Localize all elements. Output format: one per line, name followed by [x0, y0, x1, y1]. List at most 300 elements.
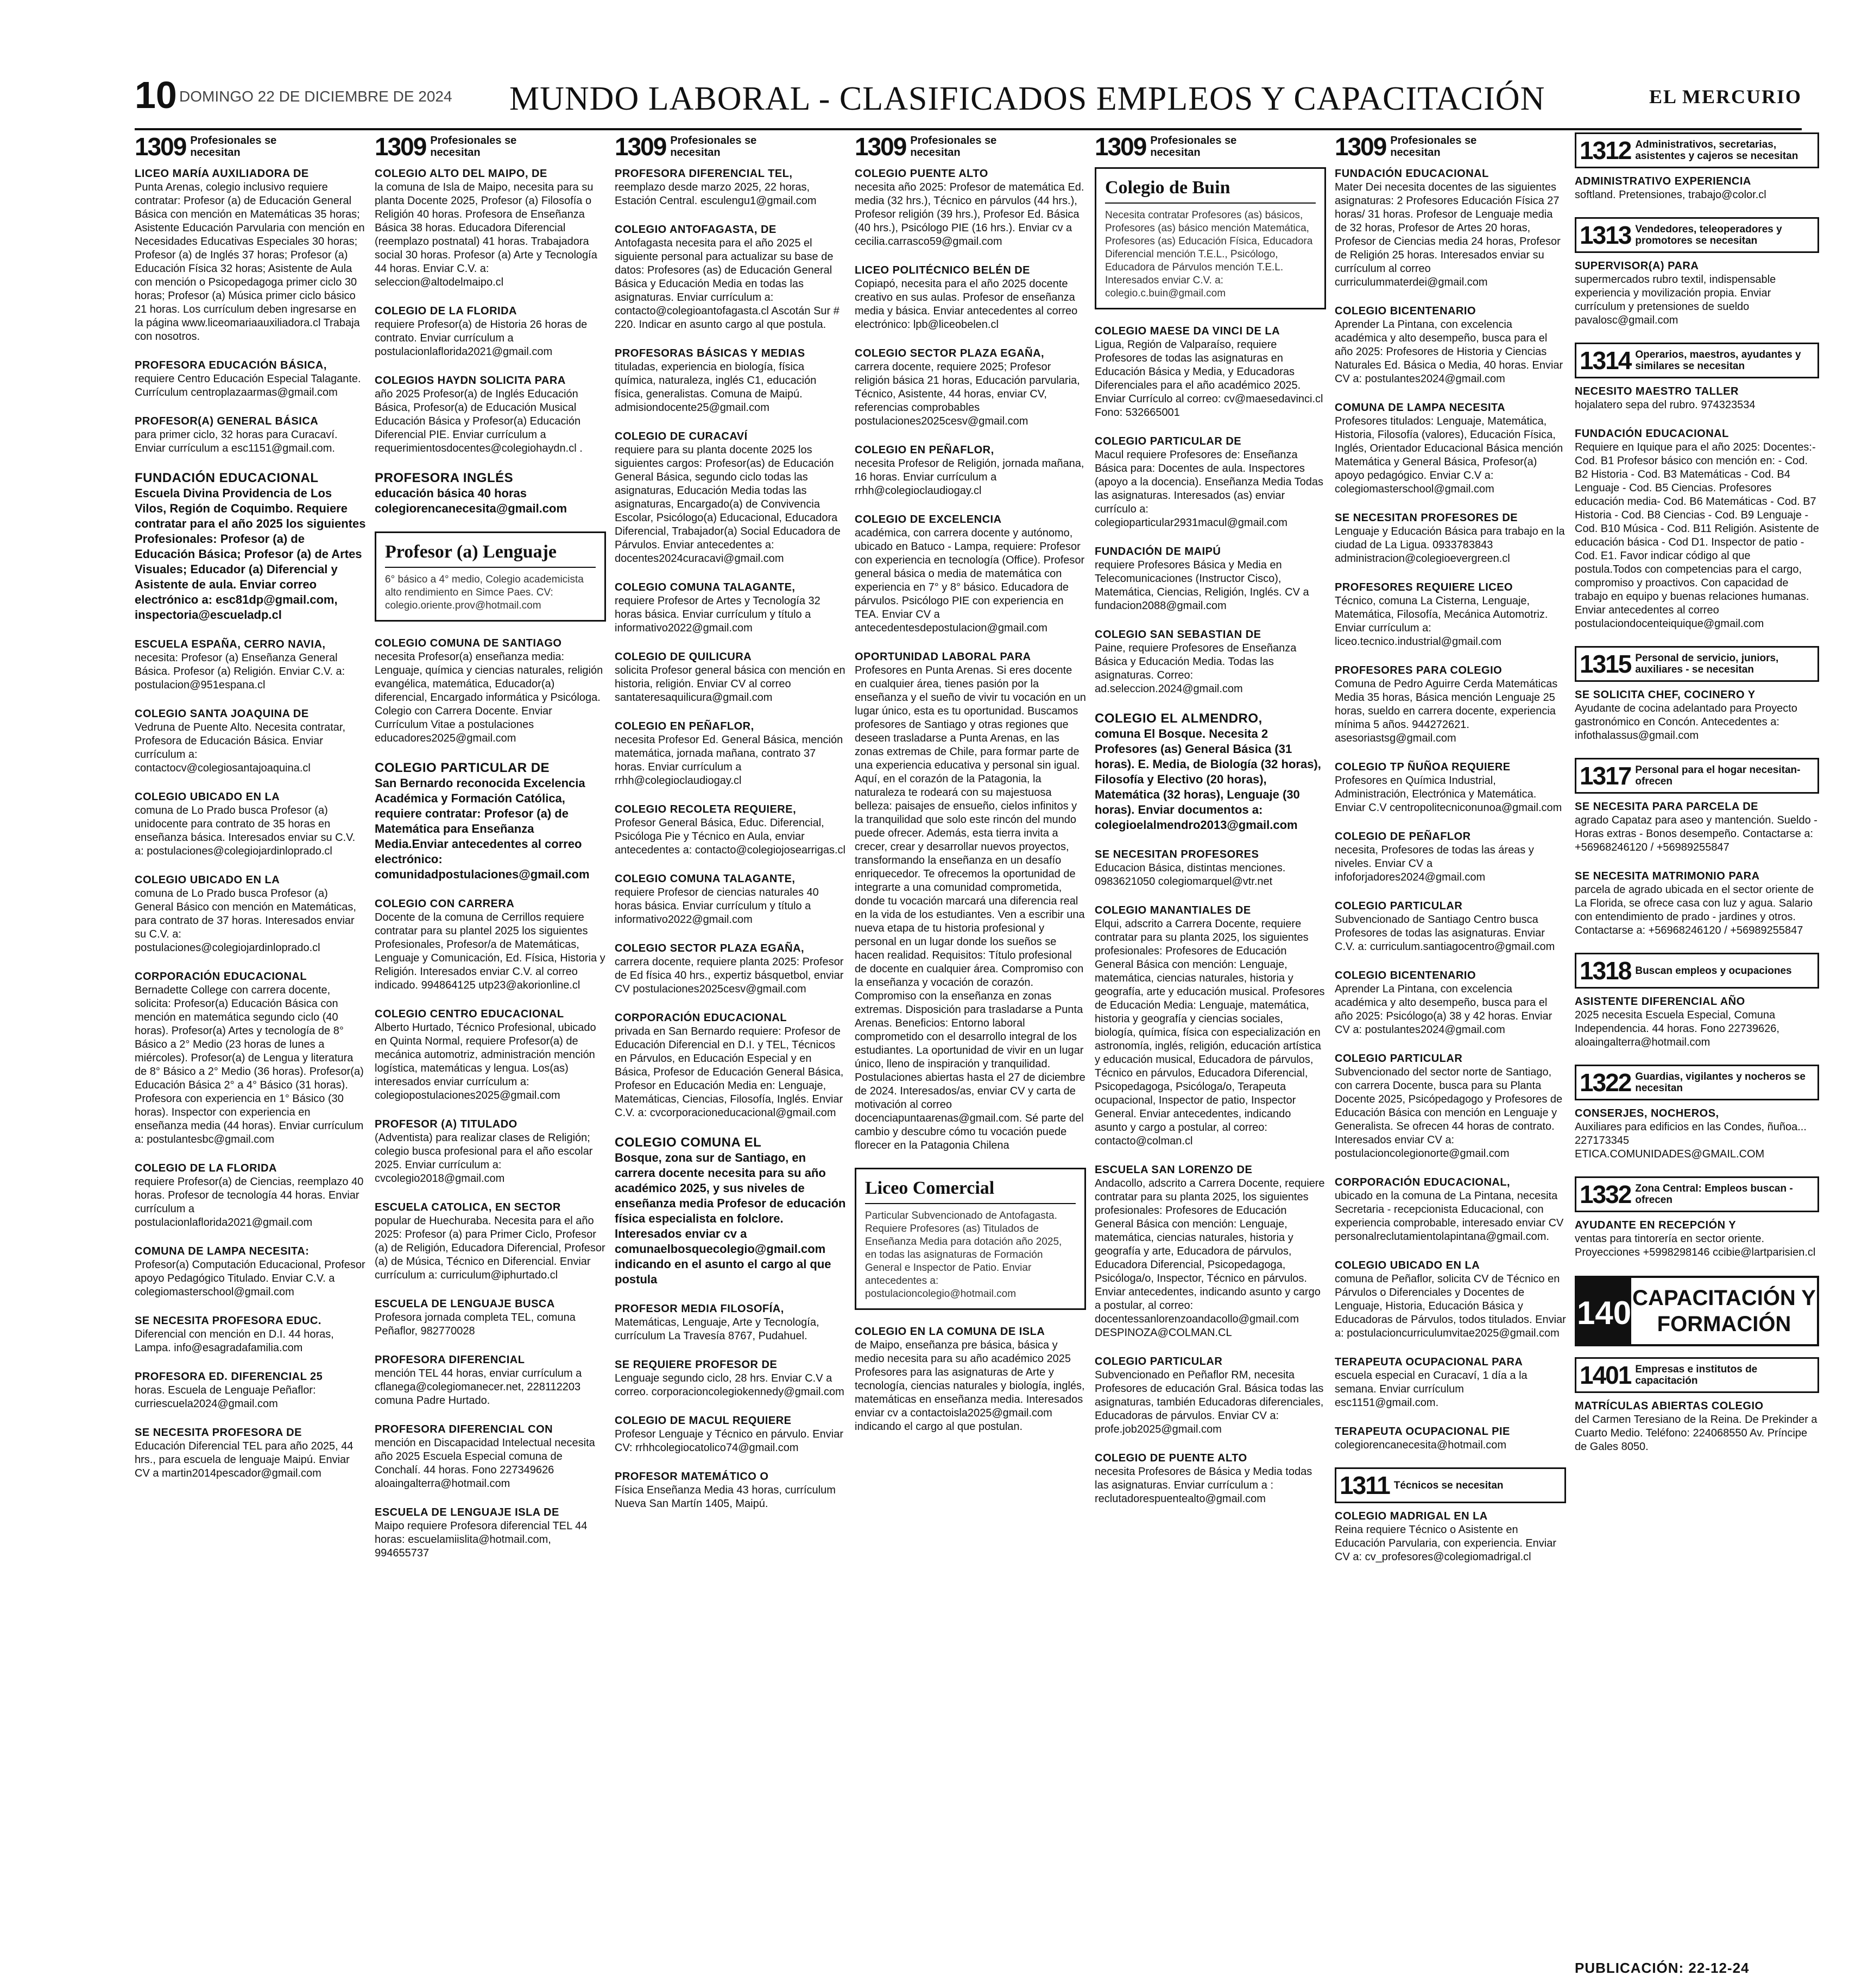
- ad-body: Ayudante de cocina adelantado para Proyecto gastronómico en Concón. Antecedentes a: infothalassus@gmail.com: [1575, 702, 1797, 742]
- ad-body: privada en San Bernardo requiere: Profesor de Educación Diferencial en D.I. y TEL, Técnicos en Párvulos, en Educación Especial y en Básica, Profesor de Educación General Básica, Profesor en Educación Media en: Lenguaje, Matemáticas, Ciencias, Filosofía, Inglés. Enviar C.V. a: cvcorporacioneducacional@gmail.com: [615, 1025, 844, 1119]
- section-title: Buscan empleos y ocupaciones: [1635, 965, 1792, 977]
- ad-body: ubicado en la comuna de La Pintana, necesita Secretaria - recepcionista Educacional, con experiencia comprobable, interesado enviar CV personalreclutamientolapintana@gmail.com.: [1335, 1190, 1564, 1243]
- section-number: 1318: [1580, 957, 1631, 985]
- classified-ad: [375, 305, 606, 359]
- ad-heading: COLEGIO COMUNA EL: [615, 1135, 762, 1150]
- ad-heading: COLEGIO MANANTIALES DE: [1095, 904, 1251, 916]
- ad-heading: ESCUELA DE LENGUAJE BUSCA: [375, 1298, 555, 1310]
- classified-ad: [135, 970, 366, 1147]
- ad-body: Subvencionado en Peñaflor RM, necesita Profesores de educación Gral. Básica todas las asignaturas, también Educadoras diferenciales, Educadoras de párvulos. Enviar CV a: profe.job2025@gmail.com: [1095, 1369, 1324, 1435]
- ad-body: mención en Discapacidad Intelectual necesita año 2025 Escuela Especial comuna de Conchalí. 44 horas. Fono 227349626 aloaingalterra@hotmail.com: [375, 1437, 595, 1490]
- ad-heading: COLEGIO SECTOR PLAZA EGAÑA,: [855, 347, 1045, 359]
- boxed-ad: [1095, 167, 1326, 309]
- classified-ad: [1095, 1355, 1326, 1436]
- classified-ad: [615, 942, 846, 996]
- ad-body: año 2025 Profesor(a) de Inglés Educación Básica, Profesor(a) de Educación Musical Educación Básica y Profesor(a) Educación Diferencial PIE. Enviar currículum a requerimientosdocentes@colegiohaydn.cl .: [375, 388, 583, 454]
- ad-body: Aprender La Pintana, con excelencia académica y alto desempeño, busca para el año 2025: Psicólogo(a) 38 y 42 horas. Enviar CV a: postulantes2024@gmail.com: [1335, 983, 1552, 1036]
- ad-heading: COLEGIO COMUNA TALAGANTE,: [615, 581, 796, 593]
- ad-body: Escuela Divina Providencia de Los Vilos, Región de Coquimbo. Requiere contratar para el año 2025 los siguientes Profesionales: Profesor (a) de Educación Básica; Profesor (a) de Artes Visuales; Educador (a) Diferencial y Asistente de aula. Enviar correo electrónico a: esc81dp@gmail.com, inspectoria@escueladp.cl: [135, 486, 366, 622]
- section-header: [1335, 132, 1566, 161]
- ad-heading: ESCUELA DE LENGUAJE ISLA DE: [375, 1506, 559, 1518]
- ad-heading: COLEGIO DE QUILICURA: [615, 651, 752, 663]
- classified-ad: [135, 707, 366, 775]
- classified-ad: [615, 1011, 846, 1120]
- column-6: [1335, 130, 1566, 1954]
- ad-heading: SE NECESITA PARA PARCELA DE: [1575, 801, 1758, 813]
- ad-heading: SE SOLICITA CHEF, COCINERO Y: [1575, 689, 1756, 701]
- ad-body: Necesita contratar Profesores (as) básicos, Profesores (as) básico mención Matemática, Profesores (as) Educación Física, Educadora Diferencial mención T.E.L., Psicólogo, Educadora de Párvulos mención T.E.L. Interesados enviar C.V. a: colegio.c.buin@gmail.com: [1105, 210, 1313, 299]
- column-2: [375, 130, 606, 1954]
- ad-heading: PROFESORA DIFERENCIAL TEL,: [615, 168, 793, 180]
- ad-body: requiere Centro Educación Especial Talagante. Currículum centroplazaarmas@gmail.com: [135, 373, 361, 398]
- ad-body: Diferencial con mención en D.I. 44 horas, Lampa. info@esagradafamilia.com: [135, 1328, 334, 1354]
- ad-heading: PROFESORA DIFERENCIAL: [375, 1354, 525, 1366]
- ad-heading: FUNDACIÓN EDUCACIONAL: [135, 471, 319, 485]
- ad-body: Reina requiere Técnico o Asistente en Educación Parvularia, con experiencia. Enviar CV a: cv_profesores@colegiomadrigal.cl: [1335, 1524, 1556, 1563]
- ad-body: requiere Profesores Básica y Media en Telecomunicaciones (Instructor Cisco), Matemática, Ciencias, Religión, Inglés. CV a fundacion2088@gmail.com: [1095, 559, 1309, 612]
- classified-ad: [1575, 175, 1819, 202]
- ad-body: requiere para su planta docente 2025 los siguientes cargos: Profesor(as) de Educación General Básica, segundo ciclo todas las asignaturas, Educación Media todas las asignaturas, Encargado(a) de Convivencia Escolar, Psicólogo(a) Educacional, Educadora Diferencial, Trabajador(a) Social Educadora de Párvulos. Enviar antecedentes a: docentes2024curacavi@gmail.com: [615, 444, 841, 565]
- section-title: Técnicos se necesitan: [1393, 1479, 1504, 1491]
- ad-body: 6° básico a 4° medio, Colegio academicista alto rendimiento en Simce Paes. CV: colegio.oriente.prov@hotmail.com: [385, 574, 584, 611]
- classified-ad: [1095, 1452, 1326, 1506]
- classified-ad: [135, 1245, 366, 1299]
- classified-ad: [1335, 305, 1566, 386]
- ad-body: Paine, requiere Profesores de Enseñanza Básica y Educación Media. Todas las asignaturas. Correo: ad.seleccion.2024@gmail.com: [1095, 642, 1297, 695]
- ad-heading: FUNDACIÓN EDUCACIONAL: [1575, 428, 1729, 440]
- ad-heading: SE REQUIERE PROFESOR DE: [615, 1359, 778, 1371]
- column-3: [615, 130, 846, 1954]
- ad-body: parcela de agrado ubicada en el sector oriente de La Florida, se ofrece casa con luz y agua. Salario con entendimiento de prado - jardines y otros. Contactarse a: +56968246120 / +56989255847: [1575, 884, 1814, 936]
- ad-heading: COLEGIO EN LA COMUNA DE ISLA: [855, 1326, 1045, 1338]
- ad-heading: FUNDACIÓN DE MAIPÚ: [1095, 546, 1221, 558]
- classified-ad: [615, 1414, 846, 1455]
- issue-date: DOMINGO 22 DE DICIEMBRE DE 2024: [179, 88, 452, 105]
- classified-ad: [615, 581, 846, 635]
- section-number: 1332: [1580, 1180, 1631, 1208]
- ad-body: Maipo requiere Profesora diferencial TEL 44 horas: escuelamiislita@hotmail.com, 994655737: [375, 1520, 588, 1559]
- ad-body: Profesora jornada completa TEL, comuna Peñaflor, 982770028: [375, 1312, 576, 1337]
- classified-ad: [135, 167, 366, 344]
- ad-heading: COLEGIOS HAYDN SOLICITA PARA: [375, 375, 566, 387]
- section-number: 1400: [1577, 1278, 1631, 1344]
- ad-body: supermercados rubro textil, indispensable experiencia y movilización propia. Enviar currículum y pretensiones de sueldo pavalosc@gmail.com: [1575, 274, 1776, 326]
- classified-ad: [1575, 800, 1819, 854]
- ad-heading: COLEGIO COMUNA TALAGANTE,: [615, 873, 796, 885]
- ad-body: 2025 necesita Escuela Especial, Comuna Independencia. 44 horas. Fono 22739626, aloaingalterra@hotmail.com: [1575, 1009, 1779, 1048]
- column-1: [135, 130, 366, 1954]
- classified-ad: [1575, 688, 1819, 743]
- ad-heading: COLEGIO BICENTENARIO: [1335, 305, 1476, 317]
- ad-body: Requiere en Iquique para el año 2025: Docentes:- Cod. B1 Profesor básico con mención en: - Cod. B2 Historia - Cod. B3 Matemáticas - Cod. B4 Lenguaje - Cod. B5 Ciencias. Profesores educación media- Cod. B6 Matemáticas - Cod. B7 Historia - Cod. B8 Ciencias - Cod. B9 Lenguaje - Cod. B10 Música - Cod. B11 Religión. Asistente de educación básica - Cod D1. Inspector de patio - Cod. E1. Favor indicar código al que postula.Todos con competencias para el cargo, compromiso y proactivos. Con capacidad de trabajo en equipo y buenas relaciones humanas. Enviar antecedentes al correo postulaciondocenteiquique@gmail.com: [1575, 441, 1819, 630]
- ad-body: Docente de la comuna de Cerrillos requiere contratar para su plantel 2025 los siguientes Profesionales, Profesor/a de Matemáticas, Lenguaje y Comunicación, Ed. Física, Historia y Religión. Interesados enviar C.V. al correo indicado. 994864125 utp23@akorionline.cl: [375, 911, 605, 991]
- ad-body: Técnico, comuna La Cisterna, Lenguaje, Matemática, Filosofía, Mecánica Automotriz. Enviar currículum a: liceo.tecnico.industrial@gmail.com: [1335, 595, 1548, 648]
- section-header: [1575, 758, 1819, 794]
- ad-body: requiere Profesor de ciencias naturales 40 horas básica. Enviar currículum y título a informativo2022@gmail.com: [615, 887, 819, 926]
- section-number: 1322: [1580, 1068, 1631, 1097]
- section-header: [1575, 1065, 1819, 1100]
- ad-body: Profesor(a) Computación Educacional, Profesor apoyo Pedagógico Titulado. Enviar C.V. a colegiomasterschool@gmail.com: [135, 1259, 365, 1298]
- ad-heading: COLEGIO DE CURACAVÍ: [615, 430, 748, 442]
- ad-body: requiere Profesor(a) de Ciencias, reemplazo 40 horas. Profesor de tecnología 44 horas. Enviar currículum a postulacionlaflorida2021@gmail.com: [135, 1176, 364, 1229]
- ad-heading: PROFESORES PARA COLEGIO: [1335, 664, 1503, 676]
- ad-heading: ESCUELA SAN LORENZO DE: [1095, 1164, 1253, 1176]
- section-title: Guardias, vigilantes y nocheros se necesitan: [1635, 1071, 1806, 1094]
- classified-ad: [375, 471, 606, 516]
- ad-body: Alberto Hurtado, Técnico Profesional, ubicado en Quinta Normal, requiere Profesor(a) de mecánica automotriz, administración mención logística, matemáticas y lengua. Los(as) interesados enviar currículum a: colegiopostulaciones2025@gmail.com: [375, 1022, 596, 1101]
- classified-ad: [1575, 385, 1819, 412]
- section-title: Profesionales se necesitan: [1150, 135, 1237, 159]
- classified-ad: [1335, 167, 1566, 289]
- section-header: [615, 132, 846, 161]
- ad-body: Bosque, zona sur de Santiago, en carrera docente necesita para su año académico 2025, y sus niveles de enseñanza media Profesor de educación física especialista en folclore. Interesados enviar cv a comunaelbosquecolegio@gmail.com indicando en el asunto el cargo al que postula: [615, 1151, 846, 1286]
- classified-ad: [135, 471, 366, 623]
- ad-heading: Liceo Comercial: [865, 1177, 1076, 1204]
- ad-body: Ligua, Región de Valparaíso, requiere Profesores de todas las asignaturas en Educación Básica y Media, y Educadoras Diferenciales para el año académico 2025. Enviar Currículo al correo: cv@maesedavinci.cl Fono: 532665001: [1095, 339, 1323, 419]
- ad-heading: OPORTUNIDAD LABORAL PARA: [855, 651, 1031, 663]
- section-header: [1575, 1176, 1819, 1212]
- column-4: [855, 130, 1086, 1954]
- ad-body: Lenguaje y Educación Básica para trabajo en la ciudad de La Ligua. 0933783843 administracion@colegioevergreen.cl: [1335, 526, 1565, 565]
- section-header: [1575, 953, 1819, 989]
- ad-heading: COLEGIO PARTICULAR: [1335, 900, 1463, 912]
- section-title: Operarios, maestros, ayudantes y similares se necesitan: [1635, 349, 1801, 372]
- ad-body: Matemáticas, Lenguaje, Arte y Tecnología, currículum La Travesía 8767, Pudahuel.: [615, 1316, 819, 1342]
- ad-heading: CORPORACIÓN EDUCACIONAL: [135, 971, 307, 983]
- newspaper-logo: EL MERCURIO: [1649, 86, 1802, 107]
- ad-body: horas. Escuela de Lenguaje Peñaflor: curriescuela2024@gmail.com: [135, 1384, 316, 1410]
- ad-heading: AYUDANTE EN RECEPCIÓN Y: [1575, 1219, 1737, 1231]
- section-header: [1575, 646, 1819, 682]
- classified-ad: [375, 167, 606, 289]
- classified-ad: [1335, 1176, 1566, 1244]
- ad-heading: COLEGIO CENTRO EDUCACIONAL: [375, 1008, 564, 1020]
- ad-body: comuna de Lo Prado busca Profesor (a) unidocente para contrato de 35 horas en enseñanza básica. Interesados enviar su C.V. a: postulaciones@colegiojardinloprado.cl: [135, 805, 356, 857]
- ad-heading: PROFESORAS BÁSICAS Y MEDIAS: [615, 347, 805, 359]
- ad-heading: PROFESORA EDUCACIÓN BÁSICA,: [135, 359, 327, 371]
- section-title: Profesionales se necesitan: [670, 135, 757, 159]
- classified-ad: [855, 347, 1086, 428]
- training-section-header: [1575, 1276, 1819, 1346]
- ad-heading: SUPERVISOR(A) PARA: [1575, 260, 1699, 272]
- classified-ad: [135, 359, 366, 400]
- classified-ad: [1095, 711, 1326, 833]
- classified-ad: [1335, 1356, 1566, 1410]
- section-title: Personal de servicio, juniors, auxiliares - se necesitan: [1635, 653, 1779, 675]
- ad-heading: COLEGIO BICENTENARIO: [1335, 970, 1476, 982]
- ad-heading: PROFESORES REQUIERE LICEO: [1335, 581, 1513, 593]
- classified-ad: [375, 1008, 606, 1103]
- ad-body: Profesores en Química Industrial, Administración, Electrónica y Matemática. Enviar C.V centropolitecniconunoa@gmail.com: [1335, 775, 1562, 814]
- ad-body: Bernadette College con carrera docente, solicita: Profesor(a) Educación Básica con mención en matemática segundo ciclo (40 horas). Profesor(a) Artes y tecnología de 8° Básico a 2° Medio (23 horas de lunes a miércoles). Profesor(a) de Lengua y literatura de 8° Básico a 2° Medio (36 horas). Profesor(a) Educación Básica 2° a 4° Básico (31 horas). Profesora con experiencia en 1° Básico (30 horas). Inspector con experiencia en enseñanza media (44 horas). Enviar currículum a: postulantesbc@gmail.com: [135, 984, 364, 1145]
- section-header: [1575, 217, 1819, 253]
- ad-heading: COLEGIO SANTA JOAQUINA DE: [135, 708, 309, 720]
- classified-ad: [375, 897, 606, 992]
- ad-body: Profesores en Punta Arenas. Si eres docente en cualquier área, tienes pasión por la enseñanza y el sueño de vivir tu vocación en un lugar único, esta es tu oportunidad. Buscamos profesores de Santiago y otras regiones que deseen trasladarse a Punta Arenas, en las zonas extremas de Chile, para formar parte de una experiencia educativa y personal sin igual. Aquí, en el corazón de la Patagonia, la naturaleza te rodeará con su majestuosa belleza: paisajes de ensueño, cielos infinitos y la tranquilidad que solo este rincón del mundo puede ofrecer. Además, esta tierra invita a crecer, crear y desarrollar nuevos proyectos, transformando la enseñanza en un desafío enriquecedor. Te ofrecemos la oportunidad de integrarte a una comunidad comprometida, donde tu vocación marcará una diferencia real en la vida de los estudiantes. Ven a escribir una nueva etapa de tu historia profesional y personal en un lugar donde los sueños se hacen realidad. Requisitos: Título profesional de docente en cualquier área. Compromiso con la enseñanza y vocación de corazón. Compromiso con la enseñanza en zonas extremas. Disposición para trasladarse a Punta Arenas. Beneficios: Entorno laboral comprometido con el desarrollo integral de los estudiantes. La oportunidad de vivir en un lugar único, lleno de inspiración y tranquilidad. Postulaciones abiertas hasta el 27 de diciembre de 2024. Interesados/as, enviar CV y carta de motivación al correo docenciapuntaarenas@gmail.com. Sé parte del cambio y descubre cómo tu vocación puede florecer en la Patagonia Chilena: [855, 664, 1086, 1151]
- classified-ad: [1335, 1425, 1566, 1452]
- classified-ad: [615, 223, 846, 332]
- section-number: 1309: [135, 132, 186, 161]
- classified-ad: [1575, 427, 1819, 631]
- classified-ad: [1095, 1163, 1326, 1340]
- ad-body: Antofagasta necesita para el año 2025 el siguiente personal para actualizar su base de datos: Profesores (as) de Educación General Básica y Educación Media en todas las asignaturas. Enviar currículum a: contacto@colegioantofagasta.cl Ascotán Sur # 220. Indicar en asunto cargo al que postula.: [615, 237, 840, 331]
- ad-heading: COLEGIO ANTOFAGASTA, DE: [615, 224, 777, 236]
- ad-heading: COLEGIO DE MACUL REQUIERE: [615, 1415, 792, 1427]
- ad-body: Profesor Lenguaje y Técnico en párvulo. Enviar CV: rrhhcolegiocatolico74@gmail.com: [615, 1428, 843, 1454]
- classified-ad: [1335, 900, 1566, 954]
- section-number: 1309: [855, 132, 906, 161]
- section-number: 1309: [1095, 132, 1146, 161]
- classified-ad: [1335, 664, 1566, 745]
- classified-ad: [615, 1135, 846, 1287]
- ad-heading: COLEGIO PARTICULAR DE: [375, 761, 550, 775]
- ad-heading: PROFESOR(A) GENERAL BÁSICA: [135, 415, 319, 427]
- ad-heading: PROFESOR MEDIA FILOSOFÍA,: [615, 1303, 784, 1315]
- ad-body: necesita Profesores de Básica y Media todas las asignaturas. Enviar currículum a : reclutadorespuentealto@gmail.com: [1095, 1466, 1312, 1505]
- ad-body: para primer ciclo, 32 horas para Curacaví. Enviar currículum a esc1151@gmail.com.: [135, 429, 338, 454]
- ad-heading: SE NECESITAN PROFESORES DE: [1335, 512, 1518, 524]
- ad-heading: COLEGIO SECTOR PLAZA EGAÑA,: [615, 942, 805, 954]
- ad-heading: COLEGIO TP ÑUÑOA REQUIERE: [1335, 761, 1511, 773]
- classified-ad: [375, 1353, 606, 1408]
- ad-heading: TERAPEUTA OCUPACIONAL PIE: [1335, 1426, 1510, 1438]
- ad-body: Educación Diferencial TEL para año 2025, 44 hrs., para escuela de lenguaje Maipú. Enviar CV a martin2014pescador@gmail.com: [135, 1440, 354, 1479]
- ad-heading: COLEGIO UBICADO EN LA: [135, 874, 280, 886]
- publication-date: PUBLICACIÓN: 22-12-24: [1575, 1960, 1750, 1976]
- classified-ad: [1095, 325, 1326, 420]
- ad-heading: COMUNA DE LAMPA NECESITA: [1335, 402, 1506, 414]
- ad-body: tituladas, experiencia en biología, física química, naturaleza, inglés C1, educación física, generalistas. Comuna de Maipú. admisiondocente25@gmail.com: [615, 361, 817, 414]
- classified-ad: [375, 1297, 606, 1338]
- classified-ad: [1335, 830, 1566, 884]
- ad-body: Elqui, adscrito a Carrera Docente, requiere contratar para su planta 2025, los siguientes profesionales: Profesores de Educación General Básica con mención: Lenguaje, matemática, ciencias naturales, historia y geografía, arte y educación musical. Profesores de Educación Media: Lenguaje, matemática, historia y geografía y ciencias sociales, biología, química, física con especialización en astronomía, inglés, religión, educación artística y educación musical, Educadora de párvulos, Técnico en párvulos, Educadora Diferencial, Psicopedagoga, Psicóloga/o, Terapeuta ocupacional, Inspector de patio, Inspector General. Enviar antecedentes, indicando asunto y cargo a postular, al correo: contacto@colman.cl: [1095, 918, 1325, 1147]
- ad-heading: Colegio de Buin: [1105, 176, 1316, 204]
- ad-body: del Carmen Teresiano de la Reina. De Prekinder a Cuarto Medio. Teléfono: 224068550 Av. Príncipe de Gales 8050.: [1575, 1414, 1817, 1453]
- ad-heading: SE NECESITA PROFESORA DE: [135, 1427, 302, 1439]
- section-header: [1575, 343, 1819, 378]
- ad-heading: NECESITO MAESTRO TALLER: [1575, 385, 1739, 397]
- section-title: Personal para el hogar necesitan-ofrecen: [1635, 764, 1801, 787]
- ad-heading: SE NECESITA MATRIMONIO PARA: [1575, 870, 1760, 882]
- ad-body: necesita año 2025: Profesor de matemática Ed. media (32 hrs.), Técnico en párvulos (44 hrs.), Profesor religión (39 hrs.), Profesor Ed. Básica (40 hrs.), Psicólogo PIE (16 hrs.). Enviar cv a cecilia.carrasco59@gmail.com: [855, 181, 1084, 248]
- ad-heading: Profesor (a) Lenguaje: [385, 541, 596, 568]
- ad-body: Educacion Básica, distintas menciones. 0983621050 colegiomarquel@vtr.net: [1095, 862, 1286, 888]
- ad-heading: COLEGIO DE EXCELENCIA: [855, 514, 1002, 526]
- section-title: Administrativos, secretarias, asistentes y cajeros se necesitan: [1635, 139, 1798, 162]
- classified-ad: [1335, 1510, 1566, 1564]
- ad-heading: COLEGIO EN PEÑAFLOR,: [615, 720, 754, 732]
- ad-heading: ASISTENTE DIFERENCIAL AÑO: [1575, 996, 1745, 1008]
- section-title: CAPACITACIÓN Y FORMACIÓN: [1632, 1286, 1816, 1336]
- ad-heading: LICEO POLITÉCNICO BELÉN DE: [855, 264, 1031, 276]
- classified-ad: [615, 347, 846, 415]
- ad-body: Punta Arenas, colegio inclusivo requiere contratar: Profesor (a) de Educación General Básica con mención en Matemáticas 35 horas; Asistente Educación Parvularia con mención en Necesidades Educativas Especiales 30 horas; Profesor (a) de Inglés 37 horas; Profesor (a) Educación Física 32 horas; Asistente de Aula con mención o Psicopedagoga primer ciclo 30 horas; Profesor (a) Música primer ciclo básico 21 horas. Los currículum deben ingresarse en la página www.liceomariaauxiliadora.cl Trabaja con nosotros.: [135, 181, 365, 343]
- ad-body: Auxiliares para edificios en las Condes, ñuñoa... 227173345 ETICA.COMUNIDADES@GMAIL.COM: [1575, 1121, 1807, 1160]
- classified-ad: [135, 1370, 366, 1411]
- ad-body: softland. Pretensiones, trabajo@color.cl: [1575, 189, 1766, 201]
- section-title: Profesionales se necesitan: [910, 135, 997, 159]
- classified-ad: [135, 873, 366, 955]
- ad-body: Subvencionado de Santiago Centro busca Profesores de todas las asignaturas. Enviar C.V. a: curriculum.santiagocentro@gmail.com: [1335, 914, 1555, 953]
- ad-heading: COLEGIO EN PEÑAFLOR,: [855, 444, 994, 456]
- classified-ad: [375, 1423, 606, 1491]
- page-header: [135, 71, 1802, 130]
- section-number: 1401: [1580, 1361, 1631, 1389]
- classified-ad: [375, 1118, 606, 1186]
- section-number: 1311: [1340, 1471, 1390, 1499]
- ad-body: agrado Capataz para aseo y mantención. Sueldo - Horas extras - Bonos desempeño. Contactarse a: +56968246120 / +56989255847: [1575, 814, 1817, 853]
- ad-heading: LICEO MARÍA AUXILIADORA DE: [135, 168, 309, 180]
- ad-body: Física Enseñanza Media 43 horas, currículum Nueva San Martín 1405, Maipú.: [615, 1484, 836, 1510]
- ad-heading: ADMINISTRATIVO EXPERIENCIA: [1575, 175, 1751, 187]
- section-title: Profesionales se necesitan: [1390, 135, 1477, 159]
- section-header: [1095, 132, 1326, 161]
- ad-heading: ESCUELA ESPAÑA, CERRO NAVIA,: [135, 638, 326, 650]
- ad-body: Lenguaje segundo ciclo, 28 hrs. Enviar C.V a correo. corporacioncolegiokennedy@gmail.com: [615, 1372, 844, 1398]
- ad-body: Mater Dei necesita docentes de las siguientes asignaturas: 2 Profesores Educación Física 27 horas/ 31 horas. Profesor de Lenguaje media de 32 horas, Profesor de Artes 20 horas, Profesor de Ciencias media 24 horas, Profesor de Religión 25 horas. Interesados enviar su currículum al correo curriculummaterdei@gmail.com: [1335, 181, 1561, 288]
- classified-ad: [855, 167, 1086, 249]
- ad-body: comuna de Peñaflor, solicita CV de Técnico en Párvulos o Diferenciales y Docentes de Lenguaje, Historia, Educación Básica y Educadoras de Párvulos, todos titulados. Enviar a: postulacioncurriculumvitae2025@gmail.com: [1335, 1273, 1566, 1339]
- classified-ad: [1575, 259, 1819, 327]
- classified-ad: [615, 872, 846, 927]
- section-number: 1315: [1580, 650, 1631, 678]
- classified-ad: [375, 1201, 606, 1282]
- ad-heading: COLEGIO DE PUENTE ALTO: [1095, 1452, 1247, 1464]
- section-number: 1312: [1580, 136, 1631, 164]
- ad-body: requiere Profesor de Artes y Tecnología 32 horas básica. Enviar currículum y título a informativo2022@gmail.com: [615, 595, 820, 634]
- ad-body: Andacollo, adscrito a Carrera Docente, requiere contratar para su planta 2025, los siguientes profesionales: Profesores de Educación General Básica con mención: Lenguaje, matemática, ciencias naturales, historia y geografía y arte, Educadora de párvulos, Educadora Diferencial, Psicopedagoga, Psicóloga/o, Inspector, Técnico en párvulos. Enviar antecedentes, indicando asunto y cargo a postular, al correo: docentessanlorenzoandacollo@gmail.com DESPINOZA@COLMAN.CL: [1095, 1177, 1325, 1339]
- classified-ad: [1575, 870, 1819, 938]
- classified-ad: [1095, 848, 1326, 889]
- ad-body: ventas para tintorería en sector oriente. Proyecciones +5998298146 ccibie@lartparisien.cl: [1575, 1233, 1816, 1258]
- section-header: [1575, 132, 1819, 168]
- ad-body: escuela especial en Curacaví, 1 día a la semana. Enviar currículum esc1151@gmail.com.: [1335, 1370, 1528, 1409]
- ad-body: Macul requiere Profesores de: Enseñanza Básica para: Docentes de aula. Inspectores (apoyo a la docencia). Enseñanza Media Todas las asignaturas. Interesados (as) enviar currículo a: colegioparticular2931macul@gmail.com: [1095, 449, 1324, 529]
- ad-body: comuna de Lo Prado busca Profesor (a) General Básico con mención en Matemáticas, para contrato de 37 horas. Interesados enviar su C.V. a: postulaciones@colegiojardinloprado.cl: [135, 888, 356, 954]
- ad-body: San Bernardo reconocida Excelencia Académica y Formación Católica, requiere contratar: Profesor (a) de Matemática para Enseñanza Media.Enviar antecedentes al correo electrónico: comunidadpostulaciones@gmail.com: [375, 776, 590, 881]
- ad-body: Profesor General Básica, Educ. Diferencial, Psicóloga Pie y Técnico en Aula, enviar antecedentes a: contacto@colegiojosearrigas.cl: [615, 817, 845, 856]
- ad-heading: PROFESORA ED. DIFERENCIAL 25: [135, 1371, 323, 1383]
- ad-heading: CORPORACIÓN EDUCACIONAL,: [1335, 1176, 1511, 1188]
- ad-body: la comuna de Isla de Maipo, necesita para su planta Docente 2025, Profesor (a) Filosofía o Religión 40 horas. Profesora de Enseñanza Básica 38 horas. Educadora Diferencial (reemplazo postnatal) 41 horas. Trabajadora social 30 horas. Profesor (a) Arte y Tecnología 44 horas. Enviar C.V. a: seleccion@altodelmaipo.cl: [375, 181, 597, 288]
- classified-ad: [375, 374, 606, 455]
- ad-heading: COMUNA DE LAMPA NECESITA:: [135, 1245, 310, 1257]
- classified-ad: [135, 1426, 366, 1480]
- classified-ad: [135, 638, 366, 692]
- ad-heading: PROFESOR (A) TITULADO: [375, 1118, 517, 1130]
- ad-body: carrera docente, requiere planta 2025: Profesor de Ed física 40 hrs., expertiz básquetbol, enviar CV postulaciones2025cesv@gmail.com: [615, 956, 844, 995]
- ad-heading: COLEGIO UBICADO EN LA: [135, 791, 280, 803]
- section-number: 1313: [1580, 221, 1631, 249]
- classified-ad: [1575, 1219, 1819, 1259]
- ad-body: Copiapó, necesita para el año 2025 docente creativo en sus aulas. Profesor de enseñanza media y básica. Enviar antecedentes al correo electrónico: lpb@liceobelen.cl: [855, 278, 1078, 331]
- classified-ad: [135, 1162, 366, 1230]
- classified-ad: [1575, 1107, 1819, 1161]
- ad-heading: CONSERJES, NOCHEROS,: [1575, 1107, 1719, 1119]
- ad-heading: COLEGIO EL ALMENDRO,: [1095, 711, 1263, 726]
- classified-ad: [375, 1506, 606, 1560]
- section-number: 1317: [1580, 762, 1631, 790]
- classified-ad: [1335, 581, 1566, 649]
- ad-heading: COLEGIO ALTO DEL MAIPO, DE: [375, 168, 547, 180]
- boxed-ad: [375, 531, 606, 622]
- classified-ad: [375, 761, 606, 882]
- ad-heading: PROFESORA DIFERENCIAL CON: [375, 1423, 553, 1435]
- classified-ad: [1575, 1400, 1819, 1454]
- classified-ad: [615, 720, 846, 788]
- ad-heading: COLEGIO DE LA FLORIDA: [375, 305, 517, 317]
- classified-ad: [135, 1314, 366, 1355]
- section-number: 1309: [375, 132, 426, 161]
- ad-heading: COLEGIO PARTICULAR DE: [1095, 435, 1242, 447]
- classified-ad: [855, 444, 1086, 498]
- ad-body: Vedruna de Puente Alto. Necesita contratar, Profesora de Educación Básica. Enviar currículum a: contactocv@colegiosantajoaquina.cl: [135, 721, 346, 774]
- ad-heading: COLEGIO COMUNA DE SANTIAGO: [375, 637, 562, 649]
- classified-ad: [855, 650, 1086, 1153]
- section-number: 1314: [1580, 346, 1631, 375]
- classified-ad: [1335, 511, 1566, 566]
- ad-body: colegiorencanecesita@hotmail.com: [1335, 1439, 1507, 1451]
- classified-ad: [615, 803, 846, 857]
- classified-ad: [855, 1325, 1086, 1434]
- boxed-ad: [855, 1168, 1086, 1310]
- ad-body: requiere Profesor(a) de Historia 26 horas de contrato. Enviar currículum a postulacionlaflorida2021@gmail.com: [375, 319, 588, 358]
- ad-body: comuna El Bosque. Necesita 2 Profesores (as) General Básica (31 horas). E. Media, de Biología (32 horas), Filosofía y Electivo (20 horas), Matemática (32 horas), Lenguaje (30 horas). Enviar documentos a: colegioelalmendro2013@gmail.com: [1095, 727, 1321, 832]
- ad-heading: MATRÍCULAS ABIERTAS COLEGIO: [1575, 1400, 1764, 1412]
- ad-body: necesita Profesor(a) enseñanza media: Lenguaje, química y ciencias naturales, religión evangélica, matemática, Educador(a) diferencial, Encargado informática y Psicóloga. Colegio con Carrera Docente. Enviar Currículum Vitae a postulaciones educadores2025@gmail.com: [375, 651, 603, 744]
- ad-heading: COLEGIO MADRIGAL EN LA: [1335, 1510, 1488, 1522]
- ad-body: Subvencionado del sector norte de Santiago, con carrera Docente, busca para su Planta Docente 2025, Psicópedagogo y Profesores de Educación Básica con mención en Lenguaje y Generalista. Se ofrecen 44 horas de contrato. Interesados enviar CV a: postulacioncolegionorte@gmail.com: [1335, 1066, 1563, 1160]
- section-header: [1575, 1357, 1819, 1393]
- section-title: Empresas e institutos de capacitación: [1635, 1364, 1758, 1386]
- classified-ad: [1095, 628, 1326, 696]
- ad-body: reemplazo desde marzo 2025, 22 horas, Estación Central. esculengu1@gmail.com: [615, 181, 817, 207]
- section-title: Zona Central: Empleos buscan - ofrecen: [1635, 1183, 1793, 1206]
- ad-heading: COLEGIO DE PEÑAFLOR: [1335, 831, 1471, 843]
- classified-ad: [615, 167, 846, 208]
- ad-heading: PROFESORA INGLÉS: [375, 471, 514, 485]
- section-title: Vendedores, teleoperadores y promotores se necesitan: [1635, 224, 1782, 246]
- ad-heading: COLEGIO PARTICULAR: [1095, 1356, 1223, 1367]
- classified-ad: [615, 430, 846, 566]
- ad-body: de Maipo, enseñanza pre básica, básica y medio necesita para su año académico 2025 Profesores para las asignaturas de Arte y tecnología, ciencias naturales y biología, inglés, matemáticas en enseñanza media. Interesados enviar cv a contactoisla2025@gmail.com indicando el cargo al que postulan.: [855, 1339, 1085, 1433]
- ad-heading: COLEGIO PARTICULAR: [1335, 1053, 1463, 1065]
- ad-heading: PROFESOR MATEMÁTICO O: [615, 1471, 769, 1483]
- section-number: 1309: [1335, 132, 1386, 161]
- ad-body: popular de Huechuraba. Necesita para el año 2025: Profesor (a) para Primer Ciclo, Profesor (a) de Religión, Educadora Diferencial, Profesor (a) de Música, Técnico en Diferencial. Enviar currículum a: curriculum@iphurtado.cl: [375, 1215, 605, 1281]
- ad-body: Aprender La Pintana, con excelencia académica y alto desempeño, busca para el año 2025: Profesores de Historia y Ciencias Naturales Ed. Básica o Media, 40 horas. Enviar CV a: postulantes2024@gmail.com: [1335, 319, 1563, 385]
- classified-ad: [855, 264, 1086, 332]
- ad-body: carrera docente, requiere 2025; Profesor religión básica 21 horas, Educación parvularia, Técnico, Asistente, 44 horas, enviar CV, referencias comprobables postulaciones2025cesv@gmail.com: [855, 361, 1080, 427]
- ad-heading: COLEGIO RECOLETA REQUIERE,: [615, 803, 797, 815]
- section-header: [375, 132, 606, 161]
- column-7: [1575, 130, 1819, 1954]
- classified-ad: [135, 415, 366, 455]
- classified-ad: [1095, 545, 1326, 613]
- ad-body: Particular Subvencionado de Antofagasta. Requiere Profesores (as) Titulados de Enseñanza Media para dotación año 2025, en todas las asignaturas de Formación General e Inspector de Patio. Enviar antecedentes a: postulacioncolegio@hotmail.com: [865, 1210, 1062, 1300]
- ad-heading: COLEGIO PUENTE ALTO: [855, 168, 988, 180]
- classified-ad: [1335, 401, 1566, 496]
- classified-ad: [615, 650, 846, 705]
- classified-ad: [1335, 761, 1566, 815]
- ad-heading: SE NECESITA PROFESORA EDUC.: [135, 1315, 321, 1327]
- classified-ad: [1095, 435, 1326, 530]
- column-5: [1095, 130, 1326, 1954]
- page-number: 10: [135, 74, 177, 116]
- classified-ad: [1335, 1052, 1566, 1161]
- ad-heading: FUNDACIÓN EDUCACIONAL: [1335, 168, 1489, 180]
- ad-heading: COLEGIO DE LA FLORIDA: [135, 1162, 277, 1174]
